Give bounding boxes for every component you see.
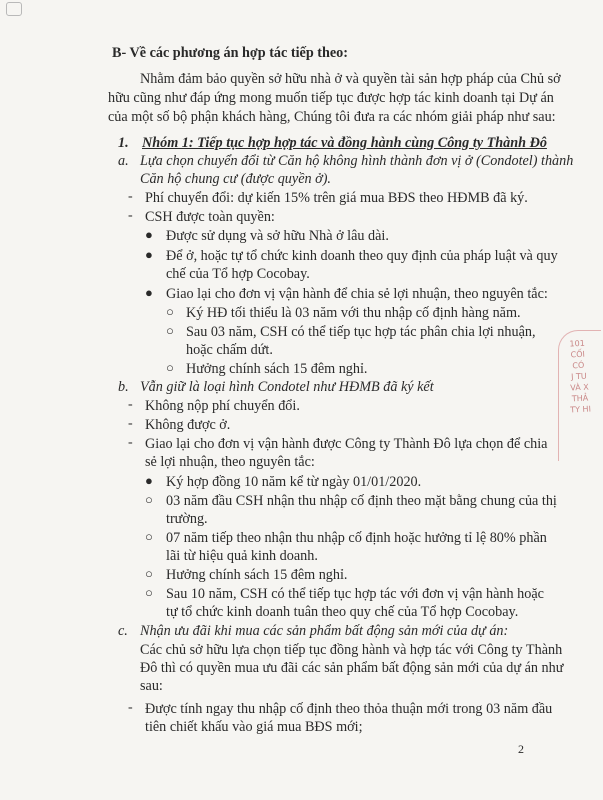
intro-line-2: hữu cũng như đáp ứng mong muốn tiếp tục được hợp tác kinh doanh tại Dự án	[108, 90, 554, 106]
option-c-item-1-cont: tiên chiết khấu vào giá mua BĐS mới;	[145, 719, 363, 735]
option-b-item-3: Giao lại cho đơn vị vận hành được Công ty Thành Đô lựa chọn để chia	[145, 436, 548, 452]
page-number: 2	[518, 742, 524, 756]
principle-b-2: 03 năm đầu CSH nhận thu nhập cố định theo mặt bằng chung của thị	[166, 493, 557, 509]
stamp-text: VÀ X	[569, 382, 589, 393]
principle-b-1: Ký hợp đồng 10 năm kể từ ngày 01/01/2020.	[166, 474, 422, 490]
section-heading: B- Về các phương án hợp tác tiếp theo:	[112, 45, 348, 61]
red-stamp	[557, 337, 603, 459]
stamp-text: TY HI	[570, 404, 592, 415]
option-b-marker: b.	[118, 379, 129, 395]
option-c-marker: c.	[118, 623, 128, 639]
circle-bullet: ○	[145, 492, 153, 507]
principle-a-2: Sau 03 năm, CSH có thể tiếp tục hợp tác phân chia lợi nhuận,	[186, 324, 536, 340]
right-item-2: Để ở, hoặc tự tổ chức kinh doanh theo quy định của pháp luật và quy	[166, 248, 558, 264]
option-c-line-1: Các chủ sở hữu lựa chọn tiếp tục đồng hành và hợp tác với Công ty Thành	[140, 642, 563, 658]
disc-bullet: ●	[145, 227, 153, 242]
circle-bullet: ○	[145, 585, 153, 600]
disc-bullet: ●	[145, 473, 153, 488]
option-a-line-2: Căn hộ chung cư (được quyền ở).	[140, 171, 331, 187]
circle-bullet: ○	[166, 323, 174, 338]
option-a-full-rights: CSH được toàn quyền:	[145, 209, 275, 225]
right-item-1: Được sử dụng và sở hữu Nhà ở lâu dài.	[166, 228, 389, 244]
stamp-text: THẢ	[571, 393, 589, 404]
option-a-marker: a.	[118, 153, 129, 169]
stamp-text: 101	[569, 338, 586, 349]
stamp-text: CÓ	[572, 360, 585, 371]
option-a-fee: Phí chuyển đổi: dự kiến 15% trên giá mua BĐS theo HĐMB đã ký.	[145, 190, 528, 206]
disc-bullet: ●	[145, 285, 153, 300]
corner-checkbox-mark	[6, 2, 22, 16]
dash-bullet: -	[128, 397, 133, 412]
option-c-line-3: sau:	[140, 678, 163, 694]
group1-number: 1.	[118, 135, 129, 151]
dash-bullet: -	[128, 435, 133, 450]
right-item-2-cont: chế của Tổ hợp Cocobay.	[166, 266, 310, 282]
option-c-item-1: Được tính ngay thu nhập cố định theo thỏa thuận mới trong 03 năm đầu	[145, 701, 553, 717]
dash-bullet: -	[128, 208, 133, 223]
option-b-title: Vẫn giữ là loại hình Condotel như HĐMB đã ký kết	[140, 379, 434, 395]
principle-b-3-cont: lãi từ hiệu quả kinh doanh.	[166, 548, 318, 564]
principle-a-3: Hưởng chính sách 15 đêm nghỉ.	[186, 361, 368, 377]
principle-a-2-cont: hoặc chấm dứt.	[186, 342, 273, 358]
principle-b-3: 07 năm tiếp theo nhận thu nhập cố định hoặc hưởng tỉ lệ 80% phần	[166, 530, 547, 546]
disc-bullet: ●	[145, 247, 153, 262]
intro-line-1: Nhằm đảm bảo quyền sở hữu nhà ở và quyền tài sản hợp pháp của Chủ sở	[140, 71, 561, 87]
option-a-line-1: Lựa chọn chuyển đổi từ Căn hộ không hình thành đơn vị ở (Condotel) thành	[140, 153, 574, 169]
principle-b-2-cont: trường.	[166, 511, 208, 527]
dash-bullet: -	[128, 189, 133, 204]
principle-b-5-cont: tự tổ chức kinh doanh tuân theo quy chế của Tổ hợp Cocobay.	[166, 604, 519, 620]
stamp-text: CỐI	[570, 349, 586, 360]
dash-bullet: -	[128, 700, 133, 715]
dash-bullet: -	[128, 416, 133, 431]
circle-bullet: ○	[166, 360, 174, 375]
principle-a-1: Ký HĐ tối thiểu là 03 năm với thu nhập cố định hàng năm.	[186, 305, 521, 321]
circle-bullet: ○	[166, 304, 174, 319]
circle-bullet: ○	[145, 529, 153, 544]
stamp-text: J TU	[570, 371, 587, 382]
group1-title: Nhóm 1: Tiếp tục hợp hợp tác và đồng hành cùng Công ty Thành Đô	[142, 135, 547, 151]
option-c-line-2: Đô thì có quyền mua ưu đãi các sản phẩm bất động sản mới của dự án như	[140, 660, 564, 676]
principle-b-4: Hưởng chính sách 15 đêm nghỉ.	[166, 567, 348, 583]
option-c-title: Nhận ưu đãi khi mua các sản phẩm bất động sản mới của dự án:	[140, 623, 509, 639]
option-b-item-3-cont: sẻ lợi nhuận, theo nguyên tắc:	[145, 454, 315, 470]
option-b-item-2: Không được ở.	[145, 417, 231, 433]
right-item-3: Giao lại cho đơn vị vận hành để chia sẻ lợi nhuận, theo nguyên tắc:	[166, 286, 548, 302]
circle-bullet: ○	[145, 566, 153, 581]
principle-b-5: Sau 10 năm, CSH có thể tiếp tục hợp tác với đơn vị vận hành hoặc	[166, 586, 544, 602]
option-b-item-1: Không nộp phí chuyển đổi.	[145, 398, 300, 414]
intro-line-3: của một số bộ phận khách hàng, Chúng tôi đưa ra các nhóm giải pháp như sau:	[108, 109, 556, 125]
